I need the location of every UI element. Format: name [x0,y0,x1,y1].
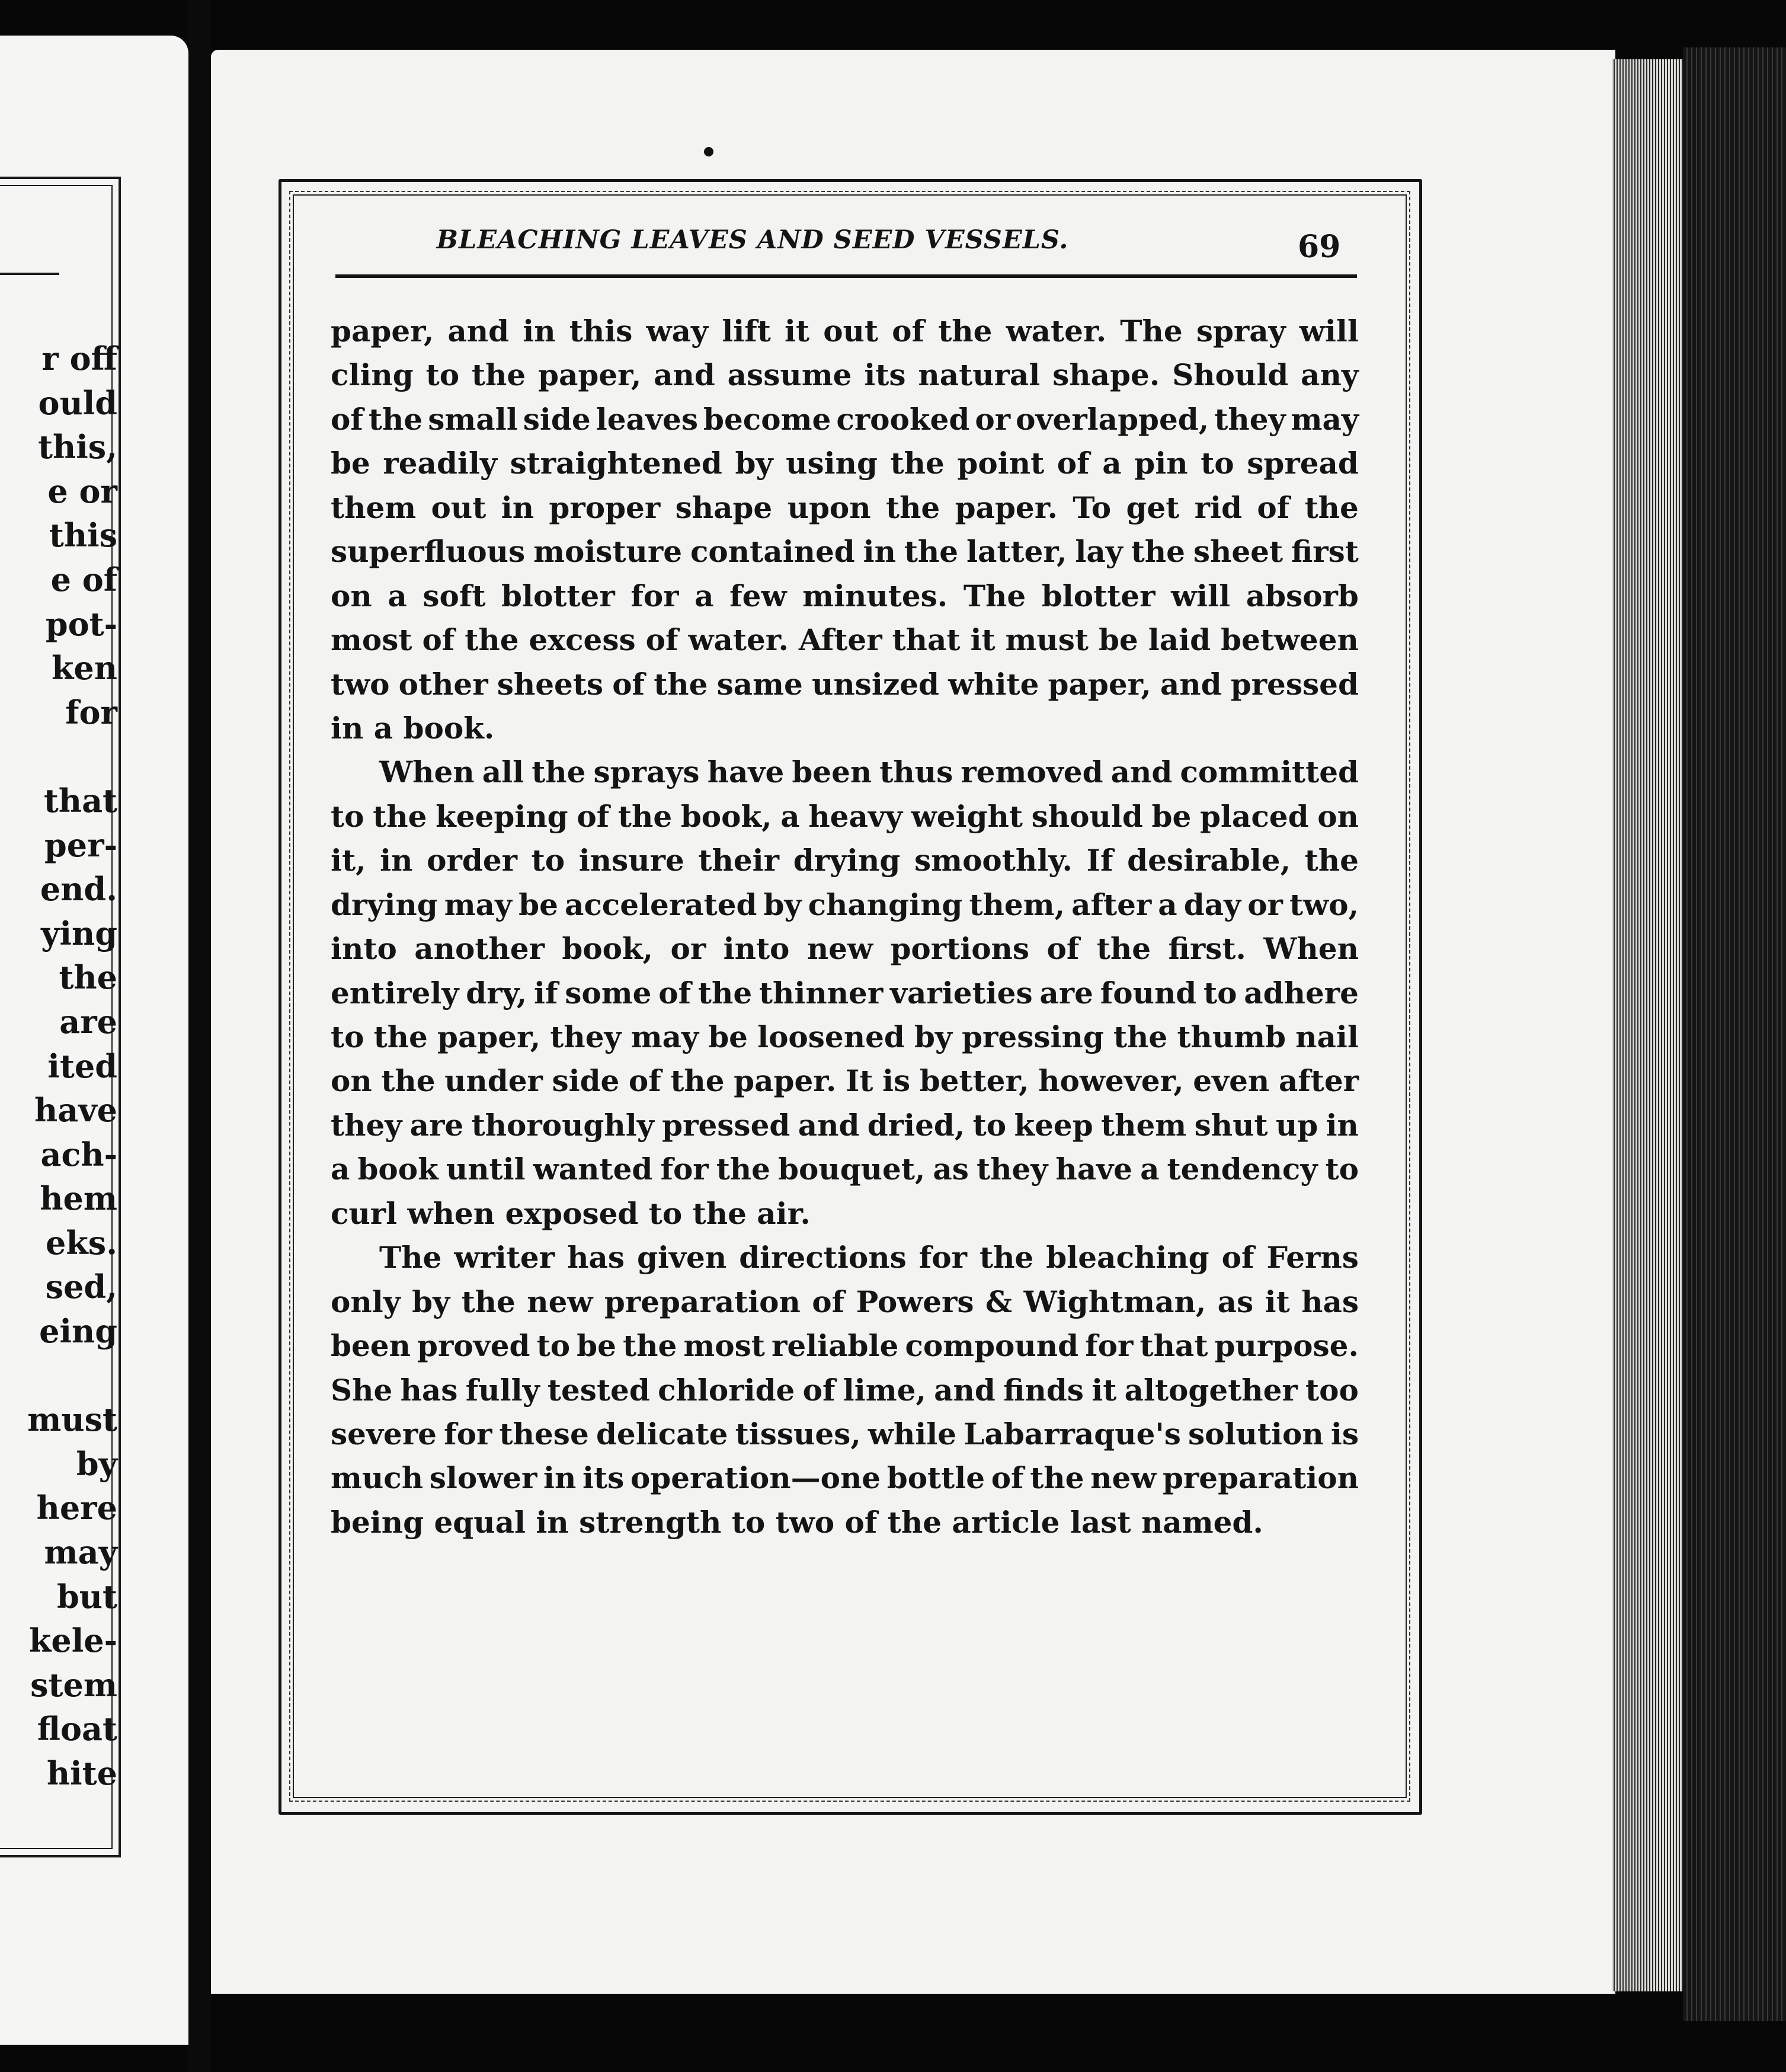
left-line: stem [30,1665,117,1704]
body-line: been proved to be the most reliable compound for that purpose. [331,1328,1359,1364]
body-line: to the paper, they may be loosened by pressing the thumb nail [331,1019,1359,1054]
body-line-paragraph-end: curl when exposed to the air. [331,1195,811,1231]
left-line: float [37,1710,117,1748]
page-number: 69 [1298,229,1341,265]
body-line: to the keeping of the book, a heavy weight should be placed on [331,798,1359,834]
left-line: by [76,1444,117,1483]
left-line: ited [47,1047,117,1085]
left-line: e of [50,560,117,599]
left-page-head-rule [0,273,59,275]
left-line: this, [38,428,117,466]
left-line: eing [39,1312,117,1351]
left-line: sed, [45,1268,117,1306]
body-line: cling to the paper, and assume its natural shape. Should any [331,357,1359,393]
left-line: but [57,1577,117,1616]
running-head: BLEACHING LEAVES AND SEED VESSELS. [436,225,1069,255]
body-line: most of the excess of water. After that it must be laid between [331,622,1359,658]
left-line: r off [41,340,117,378]
left-page [0,36,188,2045]
head-rule [335,274,1357,278]
left-line: must [27,1400,117,1439]
body-line: She has fully tested chloride of lime, and finds it altogether too [331,1372,1359,1408]
body-line-paragraph-start: When all the sprays have been thus removed and committed [379,754,1359,790]
body-line: on a soft blotter for a few minutes. The blotter will absorb [331,578,1359,613]
left-page-text [27,337,117,1796]
left-line: ould [38,383,117,422]
body-line: on the under side of the paper. It is better, however, even after [331,1063,1359,1099]
left-line: pot- [45,605,117,643]
left-line: per- [44,826,117,864]
left-line: that [43,781,117,820]
body-line: it, in order to insure their drying smoothly. If desirable, the [331,843,1359,878]
body-line-paragraph-start: The writer has given directions for the bleaching of Ferns [379,1240,1359,1275]
body-line: severe for these delicate tissues, while Labarraque's solution is [331,1416,1359,1451]
left-line: hem [40,1179,117,1218]
left-line: here [36,1489,117,1527]
left-line: are [59,1002,117,1041]
left-line: eks. [46,1223,117,1262]
page-edges [1612,59,1683,1991]
body-line: entirely dry, if some of the thinner varieties are found to adhere [331,975,1359,1011]
body-line: two other sheets of the same unsized white paper, and pressed [331,666,1359,702]
body-line: of the small side leaves become crooked or overlapped, they may [331,401,1359,437]
body-line: superfluous moisture contained in the latter, lay the sheet first [331,534,1359,570]
body-line: much slower in its operation—one bottle of the new preparation [331,1460,1359,1496]
body-line: them out in proper shape upon the paper. To get rid of the [331,490,1359,525]
ink-dot [704,147,713,156]
left-line: this [49,516,117,555]
left-line: end. [40,870,117,909]
left-line: may [44,1533,117,1572]
body-line: be readily straightened by using the point of a pin to spread [331,446,1359,481]
left-line: e or [47,472,117,510]
body-line: they are thoroughly pressed and dried, to keep them shut up in [331,1107,1359,1143]
book-gutter [188,0,211,2072]
left-line: the [59,958,117,997]
left-line: kele- [28,1622,117,1660]
body-line: a book until wanted for the bouquet, as they have a tendency to [331,1152,1359,1187]
body-text [331,309,1359,1545]
left-line [27,1354,117,1398]
left-line: for [65,693,117,731]
body-line-paragraph-end: being equal in strength to two of the article last named. [331,1504,1263,1540]
left-line [27,734,117,779]
left-line: ying [41,914,117,952]
left-line: ach- [40,1135,117,1174]
left-line: ken [51,649,117,688]
left-line: have [34,1091,117,1130]
body-line: drying may be accelerated by changing them, after a day or two, [331,887,1359,922]
left-line: hite [46,1754,117,1792]
body-line-paragraph-end: in a book. [331,710,495,746]
body-line: paper, and in this way lift it out of the water. The spray will [331,314,1359,348]
body-line: into another book, or into new portions of the first. When [331,931,1359,967]
body-line: only by the new preparation of Powers & Wightman, as it has [331,1284,1359,1319]
book-edge-shadow [1683,47,1786,2021]
